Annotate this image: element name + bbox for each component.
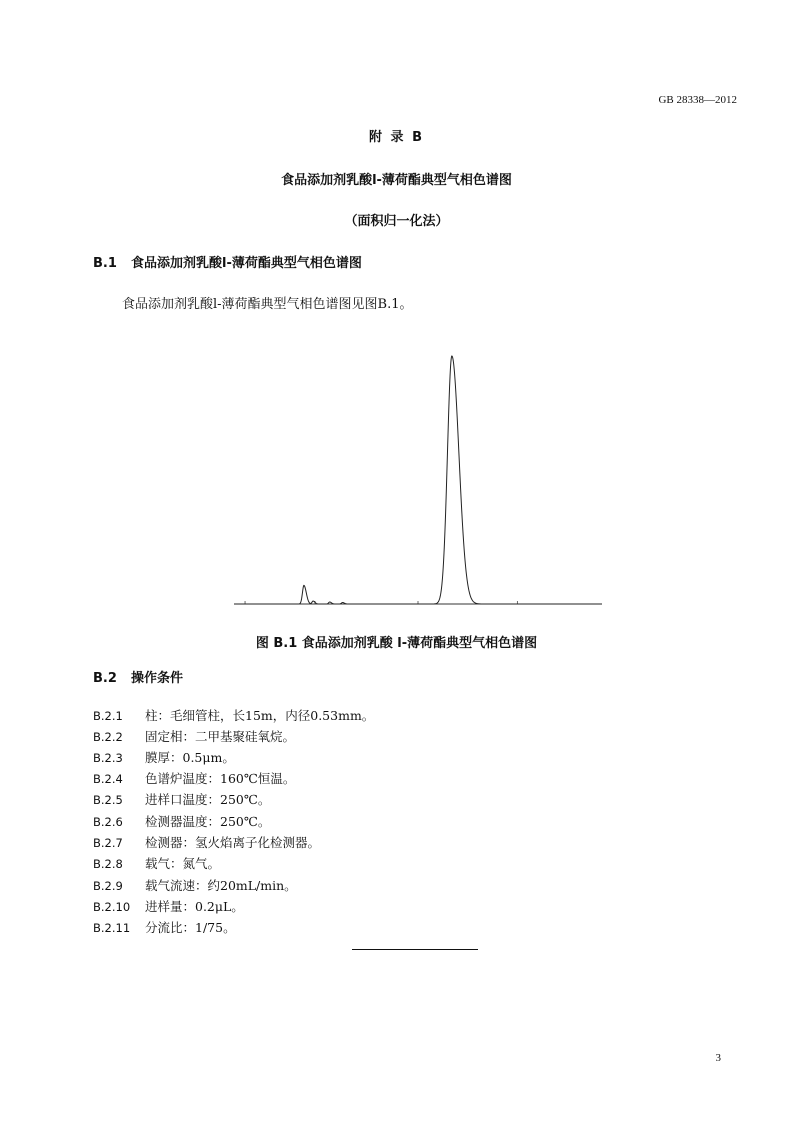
condition-text: 检测器温度：250℃。 xyxy=(145,814,271,829)
condition-item xyxy=(93,769,295,787)
condition-text: 分流比：1/75。 xyxy=(145,920,236,935)
chromatogram-figure xyxy=(230,350,606,612)
chromatogram-trace xyxy=(234,356,602,604)
condition-item xyxy=(93,833,320,851)
condition-text: 载气流速：约20mL/min。 xyxy=(145,878,297,893)
condition-number: B.2.1 xyxy=(93,709,123,723)
section-b1-number: B.1 xyxy=(93,256,117,271)
condition-text: 膜厚：0.5μm。 xyxy=(145,750,235,765)
section-b1-title: 食品添加剂乳酸l-薄荷酯典型气相色谱图 xyxy=(131,256,362,271)
condition-text: 检测器：氢火焰离子化检测器。 xyxy=(145,835,321,850)
condition-item xyxy=(93,897,244,915)
page-number: 3 xyxy=(715,1052,721,1064)
condition-number: B.2.7 xyxy=(93,836,123,850)
condition-text: 色谱炉温度：160℃恒温。 xyxy=(145,771,296,786)
section-b1-heading xyxy=(93,252,362,271)
standard-number: GB 28338—2012 xyxy=(658,94,737,106)
condition-number: B.2.11 xyxy=(93,921,131,935)
condition-item xyxy=(93,727,295,745)
condition-number: B.2.9 xyxy=(93,879,123,893)
condition-number: B.2.5 xyxy=(93,793,123,807)
condition-item xyxy=(93,812,270,830)
condition-item xyxy=(93,748,235,766)
appendix-subtitle: （面积归一化法） xyxy=(344,214,449,229)
section-b2-heading xyxy=(93,667,183,686)
condition-text: 进样量：0.2μL。 xyxy=(145,899,244,914)
condition-item xyxy=(93,876,297,894)
figure-caption: 图 B.1 食品添加剂乳酸 l-薄荷酯典型气相色谱图 xyxy=(255,636,538,651)
section-b1-paragraph: 食品添加剂乳酸l-薄荷酯典型气相色谱图见图B.1。 xyxy=(122,297,413,312)
section-b2-number: B.2 xyxy=(93,671,117,686)
condition-item xyxy=(93,706,374,724)
condition-number: B.2.2 xyxy=(93,730,123,744)
condition-item xyxy=(93,790,270,808)
condition-number: B.2.8 xyxy=(93,857,123,871)
condition-text: 载气：氮气。 xyxy=(145,856,221,871)
condition-number: B.2.10 xyxy=(93,900,131,914)
condition-text: 进样口温度：250℃。 xyxy=(145,792,271,807)
condition-number: B.2.6 xyxy=(93,815,123,829)
condition-text: 柱：毛细管柱，长15m，内径0.53mm。 xyxy=(145,708,375,723)
appendix-title: 食品添加剂乳酸l-薄荷酯典型气相色谱图 xyxy=(281,173,512,188)
condition-number: B.2.3 xyxy=(93,751,123,765)
condition-number: B.2.4 xyxy=(93,772,123,786)
condition-text: 固定相：二甲基聚硅氧烷。 xyxy=(145,729,296,744)
end-rule xyxy=(352,949,478,950)
condition-item xyxy=(93,854,220,872)
appendix-label: 附 录 B xyxy=(369,130,424,145)
section-b2-title: 操作条件 xyxy=(131,671,184,686)
condition-item xyxy=(93,918,236,936)
